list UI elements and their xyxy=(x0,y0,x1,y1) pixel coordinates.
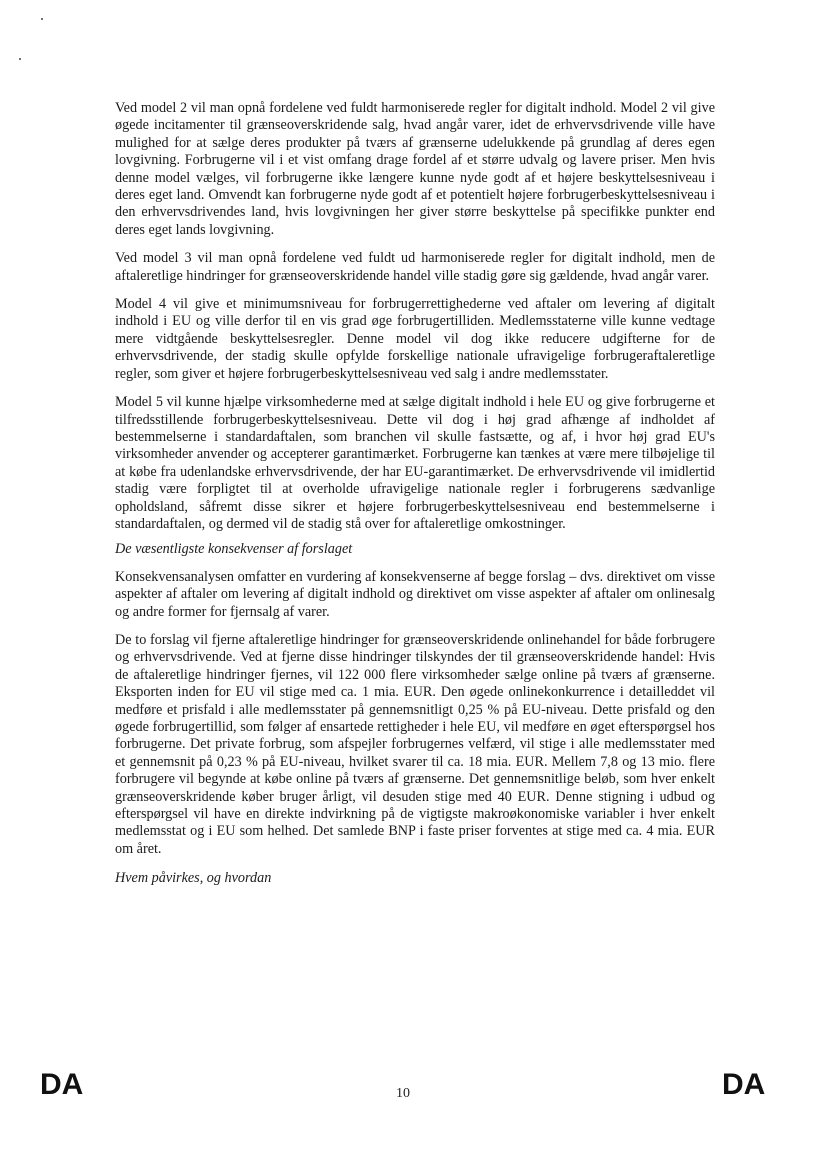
footer-language-left: DA xyxy=(40,1068,84,1101)
footer-language-right: DA xyxy=(722,1068,766,1101)
paragraph-model-5: Model 5 vil kunne hjælpe virksomhederne med at sælge digitalt indhold i hele EU og give forbrugerne et tilfredsstillende forbrugerbeskyttelsesniveau. Dette vil dog i høj grad afhænge af indholdet af bestemmelserne i standardaftalen, som branchen vil skulle fastsætte, og af, i hvor høj grad EU's virksomheder anvender og accepterer garantimærket. Forbrugerne kan tænkes at være mere tilbøjelige til at købe fra udenlandske erhvervsdrivende, der har EU-garantimærket. De erhvervsdrivende vil imidlertid stadig være forpligtet til at overholde ufravigelige nationale regler i forbrugerens sædvanlige opholdsland, såfremt disse sikrer et højere forbrugerbeskyttelsesniveau end bestemmelserne i standardaftalen, og dermed vil de stadig stå over for aftaleretlige omkostninger. xyxy=(115,394,715,532)
document-body xyxy=(115,100,715,898)
paragraph-model-4: Model 4 vil give et minimumsniveau for forbrugerrettighederne ved aftaler om levering af digitalt indhold i EU og ville derfor til en vis grad øge forbrugertilliden. Medlemsstaterne ville kunne vedtage mere vidtgående beskyttelsesregler. Denne model vil dog ikke reducere udgifterne for de erhvervsdrivende, der stadig skulle opfylde forskellige nationale ufravigelige forbrugeraftaleretlige regler, som giver et højere forbrugerbeskyttelsesniveau ved salg i andre medlemsstater. xyxy=(115,296,715,382)
page-number: 10 xyxy=(396,1086,410,1101)
paragraph-impact-analysis: Konsekvensanalysen omfatter en vurdering af konsekvenserne af begge forslag – dvs. direktivet om visse aspekter af aftaler om levering af digitalt indhold og direktivet om visse aspekter af aftaler om onlinesalg og andre former for fjernsalg af varer. xyxy=(115,568,715,620)
scan-speck xyxy=(41,18,43,20)
section-heading-consequences: De væsentligste konsekvenser af forslaget xyxy=(115,541,353,558)
paragraph-model-2: Ved model 2 vil man opnå fordelene ved fuldt harmoniserede regler for digitalt indhold. Model 2 vil give øgede incitamenter til grænseoverskridende salg, hvad angår varer, idet de erhvervsdrivende ville have mulighed for at sælge deres produkter på tværs af grænserne udelukkende på grundlag af deres egen lovgivning. Forbrugerne vil i et vist omfang drage fordel af et større udvalg og lavere priser. Men hvis denne model vælges, vil forbrugerne ikke længere kunne nyde godt af et højere beskyttelsesniveau i deres eget land. Omvendt kan forbrugerne nyde godt af et potentielt højere forbrugerbeskyttelsesniveau i den erhvervsdrivendes land, hvis lovgivningen her giver større beskyttelse på specifikke punkter end deres eget lands lovgivning. xyxy=(115,100,715,238)
paragraph-model-3: Ved model 3 vil man opnå fordelene ved fuldt ud harmoniserede regler for digitalt indhold, men de aftaleretlige hindringer for grænseoverskridende handel ville stadig gøre sig gældende, hvad angår varer. xyxy=(115,250,715,284)
scan-speck xyxy=(19,58,21,60)
section-heading-who-affected: Hvem påvirkes, og hvordan xyxy=(115,870,272,887)
paragraph-two-proposals: De to forslag vil fjerne aftaleretlige hindringer for grænseoverskridende onlinehandel for både forbrugere og erhvervsdrivende. Ved at fjerne disse hindringer tilskyndes der til grænseoverskridende handel: Hvis de aftaleretlige hindringer fjernes, vil 122 000 flere virksomheder sælge online på tværs af grænserne. Eksporten inden for EU vil stige med ca. 1 mia. EUR. Den øgede onlinekonkurrence i detailleddet vil medføre et prisfald i alle medlemsstater på gennemsnitligt 0,25 % på EU-niveau. Dette prisfald og den øgede forbrugertillid, som følger af ensartede rettigheder i hele EU, vil medføre en øget efterspørgsel hos forbrugerne. Det private forbrug, som afspejler forbrugernes velfærd, vil stige i alle medlemsstater med et gennemsnit på 0,23 % på EU-niveau, hvilket svarer til ca. 18 mia. EUR. Mellem 7,8 og 13 mio. flere forbrugere vil begynde at købe online på tværs af grænserne. Det gennemsnitlige beløb, som hver enkelt grænseoverskridende køber bruger årligt, vil desuden stige med 40 EUR. Denne stigning i udbud og efterspørgsel vil have en direkte indvirkning på de vigtigste makroøkonomiske variabler i hver enkelt medlemsstat og i EU som helhed. Det samlede BNP i faste priser forventes at stige med ca. 4 mia. EUR om året. xyxy=(115,631,715,857)
